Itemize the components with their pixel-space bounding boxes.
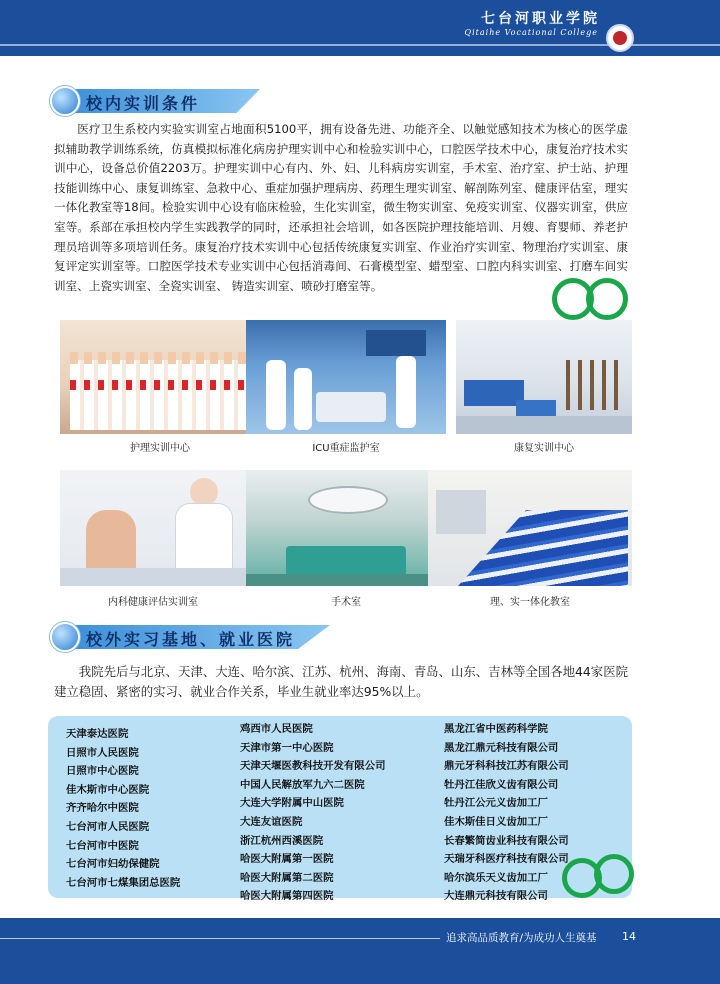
photo-rehabilitation-center	[456, 320, 632, 434]
hospital-item: 天津天堰医教科技开发有限公司	[240, 760, 386, 773]
photo-icu-room	[246, 320, 446, 434]
hospital-item: 哈医大附属第一医院	[240, 853, 334, 866]
hospital-item: 哈尔滨乐天义齿加工厂	[444, 871, 548, 884]
hospital-item: 天津市第一中心医院	[240, 741, 334, 754]
hospital-item: 七台河市人民医院	[66, 820, 150, 833]
page-number: 14	[622, 930, 636, 943]
photo-caption: 手术室	[331, 597, 361, 608]
hospital-item: 鸡西市人民医院	[240, 723, 313, 735]
photo-nursing-training-center	[60, 320, 260, 434]
hospital-item: 哈医大附属第四医院	[240, 890, 334, 903]
college-english-name: Qitaihe Vocational College	[464, 28, 598, 37]
hospital-list-column-3	[444, 720, 569, 906]
college-emblem-icon	[606, 24, 634, 52]
hospital-item: 七台河市七煤集团总医院	[66, 876, 181, 889]
section-heading-external-bases	[50, 622, 330, 652]
photo-caption: ICU重症监护室	[312, 443, 380, 454]
internal-training-paragraph: 医疗卫生系校内实验实训室占地面积5100平，拥有设备先进、功能齐全、以触觉感知技术为核心的医学虚拟辅助教学训练系统，仿真模拟标准化病房护理实训中心和检验实训中心，口腔医学技术中心，康复治疗技术实训中心，设备总价值2203万。护理实训中心有内、外、妇、儿科病房实训室，手术室、治疗室、护士站、护理技能训练中心、康复训练室、急救中心、重症加强护理病房、药理生理实训室、解剖陈列室、健康评估室，理实一体化教室等18间。检验实训中心设有临床检验，生化实训室，微生物实训室、免疫实训室、仪器实训室，供应室等。系部在承担校内学生实践教学的同时，还承担社会培训，如各医院护理技能培训、月嫂、育婴师、养老护理员培训等多项培训任务。康复治疗技术实训中心包括传统康复实训室、作业治疗实训室、物理治疗实训室、康复评定实训室等。口腔医学技术专业实训中心包括消毒间、石膏模型室、蜡型室、口腔内科实训室、打磨车间实训室、上瓷实训室、全瓷实训室、 铸造实训室、喷砂打磨室等。	[54, 122, 628, 293]
hospital-item: 日照市中心医院	[66, 765, 139, 778]
section-title: 校外实习基地、就业医院	[86, 630, 296, 649]
footer-divider	[0, 938, 440, 939]
hospital-item: 长春繁简齿业科技有限公司	[444, 834, 569, 847]
photo-caption: 康复实训中心	[514, 443, 574, 454]
hospital-item: 牡丹江公元义齿加工厂	[444, 797, 548, 810]
hospital-item: 七台河市中医院	[66, 839, 139, 852]
hospital-item: 天瑞牙科医疗科技有限公司	[444, 853, 569, 866]
heading-ball-icon	[50, 622, 80, 652]
hospital-item: 齐齐哈尔中医院	[66, 802, 139, 815]
hospital-item: 佳木斯市中心医院	[66, 783, 150, 796]
hospital-list-column-2	[240, 720, 385, 906]
decorative-circle-icon	[586, 278, 628, 320]
hospital-item: 哈医大附属第二医院	[240, 871, 334, 884]
hospital-item: 黑龙江鼎元科技有限公司	[444, 741, 559, 754]
heading-ball-icon	[50, 86, 80, 116]
external-bases-paragraph: 我院先后与北京、天津、大连、哈尔滨、江苏、杭州、海南、青岛、山东、吉林等全国各地44家医院建立稳固、紧密的实习、就业合作关系，毕业生就业率达95%以上。	[54, 664, 628, 699]
photo-caption: 理、实一体化教室	[490, 597, 570, 608]
photo-caption: 内科健康评估实训室	[108, 597, 198, 608]
header-bar	[0, 0, 720, 56]
section-heading-internal-training	[50, 86, 260, 116]
hospital-item: 浙江杭州西溪医院	[240, 834, 324, 847]
hospital-item: 牡丹江佳欣义齿有限公司	[444, 778, 559, 791]
photo-internal-medicine-assessment	[60, 470, 246, 586]
hospital-item: 天津泰达医院	[66, 728, 129, 740]
hospital-item: 大连鼎元科技有限公司	[444, 890, 548, 903]
photo-integrated-classroom	[428, 470, 632, 586]
emblem-center	[613, 31, 627, 45]
hospital-item: 佳木斯佳日义齿加工厂	[444, 815, 548, 828]
photo-operating-room	[246, 470, 446, 586]
college-name: 七台河职业学院	[481, 11, 600, 27]
photo-caption: 护理实训中心	[130, 443, 190, 454]
hospital-item: 大连友谊医院	[240, 815, 303, 828]
hospital-item: 黑龙江省中医药科学院	[444, 723, 548, 735]
hospital-list-column-1	[66, 725, 180, 892]
decorative-circle-icon	[594, 854, 634, 894]
footer-bar	[0, 918, 720, 984]
hospital-item: 七台河市妇幼保健院	[66, 858, 160, 871]
hospital-item: 中国人民解放军九六二医院	[240, 778, 365, 791]
section-title: 校内实训条件	[86, 94, 201, 113]
hospital-item: 大连大学附属中山医院	[240, 797, 344, 810]
footer-slogan: 追求高品质教育/为成功人生奠基	[446, 932, 597, 944]
hospital-item: 鼎元牙科科技江苏有限公司	[444, 760, 569, 773]
hospital-item: 日照市人民医院	[66, 746, 139, 759]
